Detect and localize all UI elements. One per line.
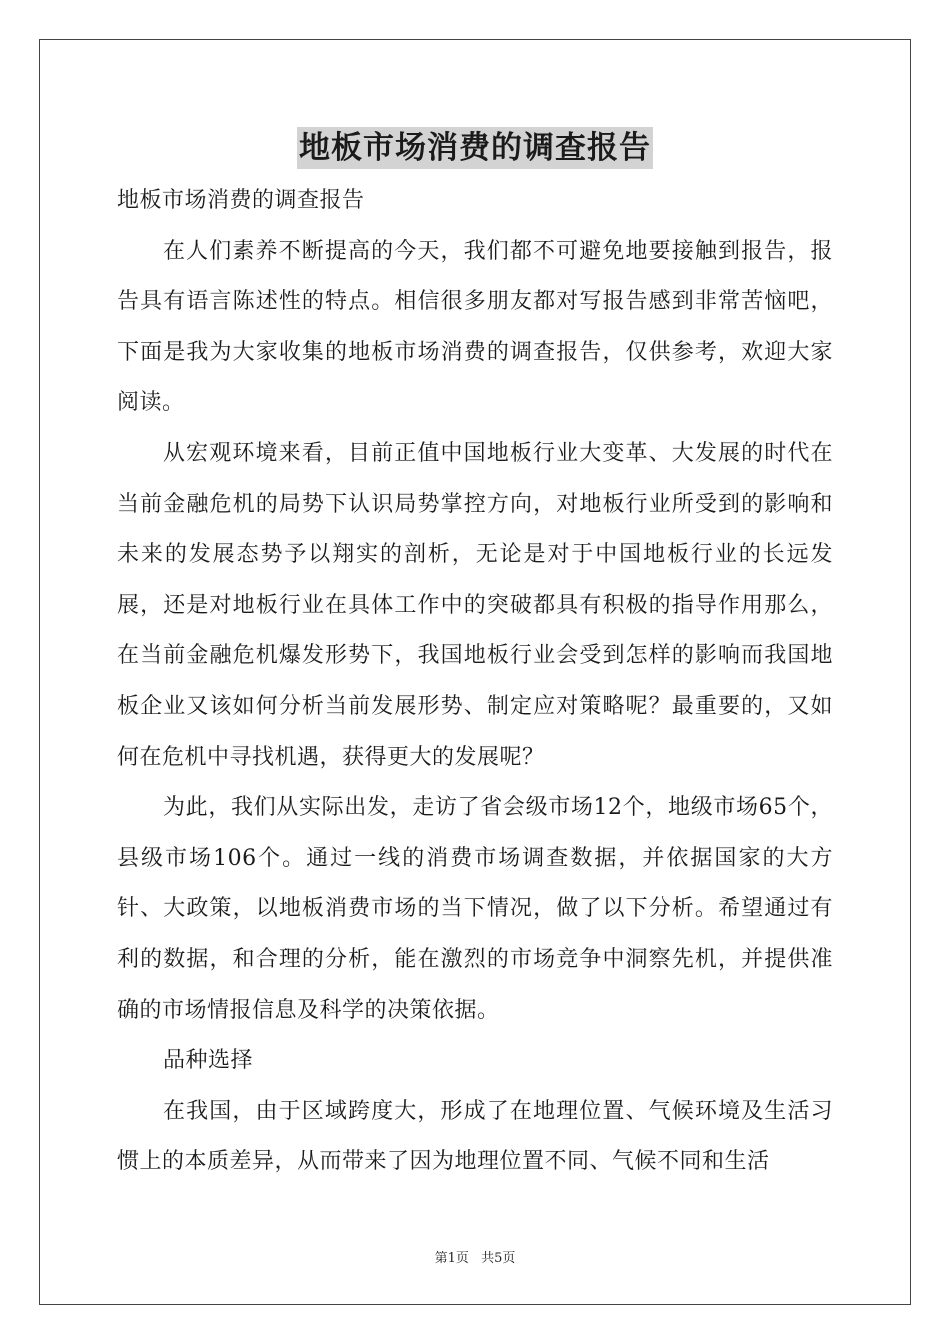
document-title: 地板市场消费的调查报告 [297, 127, 653, 169]
document-body [117, 176, 833, 1188]
section-heading: 品种选择 [163, 1048, 254, 1074]
paragraph-macro: 从宏观环境来看，目前正值中国地板行业大变革、大发展的时代在当前金融危机的局势下认识局势掌控方向，对地板行业所受到的影响和未来的发展态势予以翔实的剖析，无论是对于中国地板行业的长远发展，还是对地板行业在具体工作中的突破都具有积极的指导作用那么，在当前金融危机爆发形势下，我国地板行业会受到怎样的影响而我国地板企业又该如何分析当前发展形势、制定应对策略呢？最重要的，又如何在危机中寻找机遇，获得更大的发展呢？ [117, 440, 833, 770]
page-total: 共5页 [481, 1251, 516, 1266]
page-number: 第1页 [434, 1251, 469, 1266]
paragraph-intro: 在人们素养不断提高的今天，我们都不可避免地要接触到报告，报告具有语言陈述性的特点。相信很多朋友都对写报告感到非常苦恼吧，下面是我为大家收集的地板市场消费的调查报告，仅供参考，欢迎大家阅读。 [117, 238, 833, 416]
paragraph-survey: 为此，我们从实际出发，走访了省会级市场12个，地级市场65个，县级市场106个。通过一线的消费市场调查数据，并依据国家的大方针、大政策，以地板消费市场的当下情况，做了以下分析。希望通过有利的数据，和合理的分析，能在激烈的市场竞争中洞察先机，并提供准确的市场情报信息及科学的决策依据。 [117, 795, 833, 1023]
title-container [0, 127, 950, 169]
subtitle-paragraph: 地板市场消费的调查报告 [117, 188, 365, 213]
page-footer [0, 1247, 950, 1266]
paragraph-region: 在我国，由于区域跨度大，形成了在地理位置、气候环境及生活习惯上的本质差异，从而带来了因为地理位置不同、气候不同和生活 [117, 1098, 833, 1175]
